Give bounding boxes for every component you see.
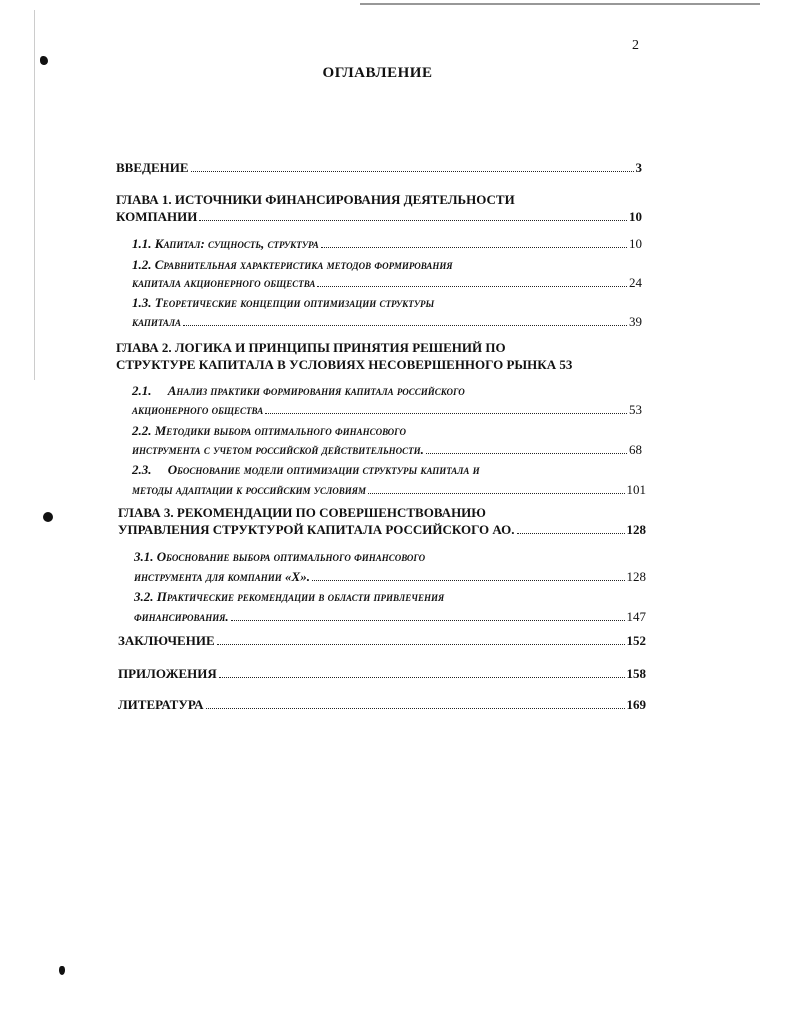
page-number: 2: [632, 38, 639, 53]
toc-page: 24: [629, 275, 642, 290]
leader-dots: [426, 443, 627, 454]
toc-entry-ch3[interactable]: УПРАВЛЕНИЯ СТРУКТУРОЙ КАПИТАЛА РОССИЙСКОГО АО. 128: [118, 522, 646, 537]
scan-artifact-line: [360, 3, 760, 5]
leader-dots: [191, 161, 634, 172]
toc-page: 10: [629, 236, 642, 251]
leader-dots: [517, 523, 625, 534]
toc-entry-intro[interactable]: ВВЕДЕНИЕ 3: [116, 160, 642, 175]
toc-entry-2-3-line1[interactable]: 2.3. Обоснование модели оптимизации структуры капитала и: [132, 462, 480, 477]
toc-entry-2-2[interactable]: инструмента с учетом российской действительности. 68: [132, 442, 642, 457]
toc-entry-3-2-line1[interactable]: 3.2. Практические рекомендации в области привлечения: [134, 589, 445, 604]
toc-entry-1-2-line1[interactable]: 1.2. Сравнительная характеристика методов формирования: [132, 257, 453, 272]
toc-entry-ch2-line1[interactable]: ГЛАВА 2. ЛОГИКА И ПРИНЦИПЫ ПРИНЯТИЯ РЕШЕНИЙ ПО: [116, 340, 506, 355]
toc-entry-literature[interactable]: ЛИТЕРАТУРА 169: [118, 697, 646, 712]
toc-entry-3-1-line1[interactable]: 3.1. Обоснование выбора оптимального финансового: [134, 549, 426, 564]
toc-page: 3: [635, 160, 642, 175]
leader-dots: [206, 698, 625, 709]
toc-page: 158: [626, 666, 646, 681]
toc-entry-ch2[interactable]: СТРУКТУРЕ КАПИТАЛА В УСЛОВИЯХ НЕСОВЕРШЕННОГО РЫНКА 53: [116, 357, 573, 372]
toc-page: 147: [626, 609, 646, 624]
leader-dots: [312, 570, 625, 581]
toc-page: 128: [626, 522, 646, 537]
toc-entry-ch3-line1[interactable]: ГЛАВА 3. РЕКОМЕНДАЦИИ ПО СОВЕРШЕНСТВОВАНИЮ: [118, 505, 486, 520]
toc-page: 68: [629, 442, 642, 457]
leader-dots: [217, 634, 625, 645]
leader-dots: [265, 403, 627, 414]
toc-entry-1-2[interactable]: капитала акционерного общества 24: [132, 275, 642, 290]
leader-dots: [183, 315, 627, 326]
toc-entry-3-1[interactable]: инструмента для компании «Х». 128: [134, 569, 646, 584]
scan-artifact-blot: [59, 966, 65, 975]
toc-page: 152: [626, 633, 646, 648]
toc-entry-1-3[interactable]: капитала 39: [132, 314, 642, 329]
toc-entry-2-1[interactable]: акционерного общества 53: [132, 402, 642, 417]
leader-dots: [199, 210, 627, 221]
leader-dots: [317, 276, 627, 287]
scan-artifact-blot: [40, 56, 48, 65]
toc-entry-2-2-line1[interactable]: 2.2. Методики выбора оптимального финансового: [132, 423, 406, 438]
toc-entry-2-3[interactable]: методы адаптации к российским условиям 101: [132, 482, 646, 497]
toc-page: 10: [629, 209, 642, 224]
toc-page: 128: [626, 569, 646, 584]
leader-dots: [231, 610, 625, 621]
toc-title: ОГЛАВЛЕНИЕ: [322, 65, 433, 81]
leader-dots: [368, 483, 625, 494]
scan-artifact-blot: [43, 512, 53, 522]
leader-dots: [321, 237, 627, 248]
toc-entry-3-2[interactable]: финансирования. 147: [134, 609, 646, 624]
toc-entry-conclusion[interactable]: ЗАКЛЮЧЕНИЕ 152: [118, 633, 646, 648]
toc-entry-1-1[interactable]: 1.1. Капитал: сущность, структура 10: [132, 236, 642, 251]
toc-entry-1-3-line1[interactable]: 1.3. Теоретические концепции оптимизации структуры: [132, 295, 435, 310]
toc-entry-ch1[interactable]: КОМПАНИИ 10: [116, 209, 642, 224]
toc-page: 53: [629, 402, 642, 417]
leader-dots: [219, 667, 625, 678]
toc-entry-appendices[interactable]: ПРИЛОЖЕНИЯ 158: [118, 666, 646, 681]
toc-page: 169: [626, 697, 646, 712]
toc-page: 39: [629, 314, 642, 329]
toc-page: 101: [626, 482, 646, 497]
toc-entry-2-1-line1[interactable]: 2.1. Анализ практики формирования капитала российского: [132, 383, 465, 398]
toc-entry-ch1-line1[interactable]: ГЛАВА 1. ИСТОЧНИКИ ФИНАНСИРОВАНИЯ ДЕЯТЕЛЬНОСТИ: [116, 192, 515, 207]
